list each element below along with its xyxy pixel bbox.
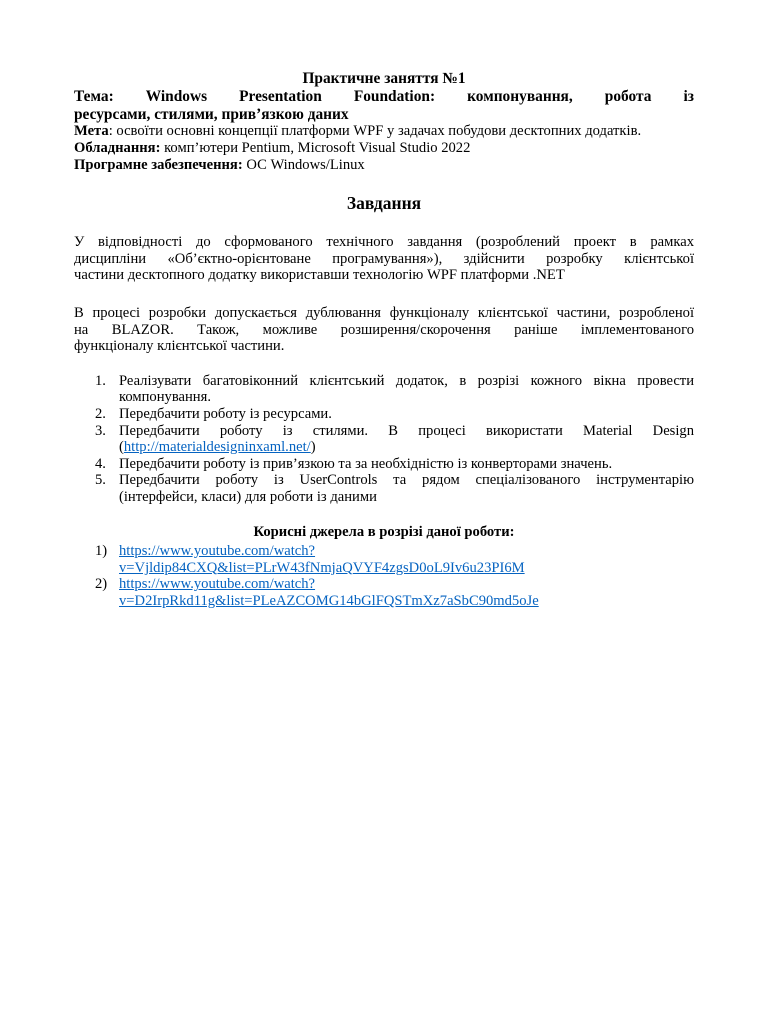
task-item [74, 472, 694, 505]
task-number: 1. [95, 372, 106, 389]
paragraph-1-line-3: частини десктопного додатку використавши технологію WPF платформи .NET [74, 267, 565, 284]
task-number: 3. [95, 422, 106, 439]
source-link-2-line-1: https://www.youtube.com/watch? [119, 576, 316, 593]
software-line [74, 157, 694, 174]
task-text-line-1: Реалізувати багатовіконний клієнтський додаток, в розрізі кожного вікна провести [119, 372, 694, 389]
sources-heading: Корисні джерела в розрізі даної роботи: [253, 524, 515, 541]
source-link-1-line-2: v=Vjldip84CXQ&list=PLrW43fNmjaQVYF4zgsD0oL9Iv6u23PI6M [119, 559, 525, 576]
source-item [74, 543, 694, 576]
goal-text: : освоїти основні концепції платформи WPF у задачах побудови десктопних додатків. [108, 123, 642, 140]
task-text-line-1: Передбачити роботу із стилями. В процесі використати Material Design [119, 422, 694, 439]
software-text: ОС Windows/Linux [242, 156, 365, 173]
document-content [74, 70, 694, 609]
source-link-1-line-1: https://www.youtube.com/watch? [119, 543, 316, 560]
topic-line-2: ресурсами, стилями, прив’язкою даних [74, 105, 349, 123]
equipment-line [74, 140, 694, 157]
goal-label: Мета [74, 123, 109, 140]
source-number: 1) [95, 543, 108, 560]
assignment-paragraph-2 [74, 305, 694, 355]
equipment-label: Обладнання: [74, 139, 161, 156]
page-title: Практичне заняття №1 [302, 70, 466, 87]
paragraph-1-line-1: У відповідності до сформованого технічного завдання (розроблений проект в рамках [74, 234, 694, 251]
task-text-line-2 [119, 439, 694, 456]
equipment-text: комп’ютери Pentium, Microsoft Visual Studio 2022 [160, 139, 471, 156]
task-text-line-1: Передбачити роботу із прив’язкою та за необхідністю із конверторами значень. [119, 455, 613, 472]
source-link-2[interactable] [119, 576, 694, 609]
material-design-link[interactable]: http://materialdesigninxaml.net/ [123, 439, 311, 456]
task-text-line-2: (інтерфейси, класи) для роботи із даними [119, 488, 377, 505]
sources-list [74, 543, 694, 609]
software-label: Програмне забезпечення: [74, 156, 243, 173]
task-text-line-1: Передбачити роботу із ресурсами. [119, 405, 332, 422]
task-item [74, 456, 694, 473]
source-item [74, 576, 694, 609]
paren-close: ) [310, 439, 316, 456]
task-item [74, 406, 694, 423]
topic-line-1: Тема: Windows Presentation Foundation: компонування, робота із [74, 87, 694, 105]
task-item [74, 373, 694, 406]
paragraph-2-line-1: В процесі розробки допускається дублювання функціоналу клієнтської частини, розробленої [74, 304, 694, 321]
task-list [74, 373, 694, 506]
paragraph-1-line-2: дисципліни «Об’єктно-орієнтоване програмування»), здійснити розробку клієнтської [74, 250, 694, 267]
paragraph-2-line-3: функціоналу клієнтської частини. [74, 338, 285, 355]
task-number: 5. [95, 472, 106, 489]
assignment-heading: Завдання [346, 193, 422, 214]
task-text-line-1: Передбачити роботу із UserControls та рядом спеціалізованого інструментарію [119, 472, 694, 489]
paren-open: ( [119, 439, 124, 456]
task-text-line-2: компонування. [119, 389, 211, 406]
task-number: 4. [95, 455, 106, 472]
source-link-2-line-2: v=D2IrpRkd11g&list=PLeAZCOMG14bGlFQSTmXz7aSbC90md5oJe [119, 592, 539, 609]
paragraph-2-line-2: на BLAZOR. Також, можливе розширення/скорочення раніше імплементованого [74, 321, 694, 338]
assignment-paragraph-1 [74, 234, 694, 284]
task-number: 2. [95, 405, 106, 422]
goal-line [74, 123, 694, 140]
source-number: 2) [95, 576, 108, 593]
source-link-1[interactable] [119, 543, 694, 576]
task-item [74, 423, 694, 456]
